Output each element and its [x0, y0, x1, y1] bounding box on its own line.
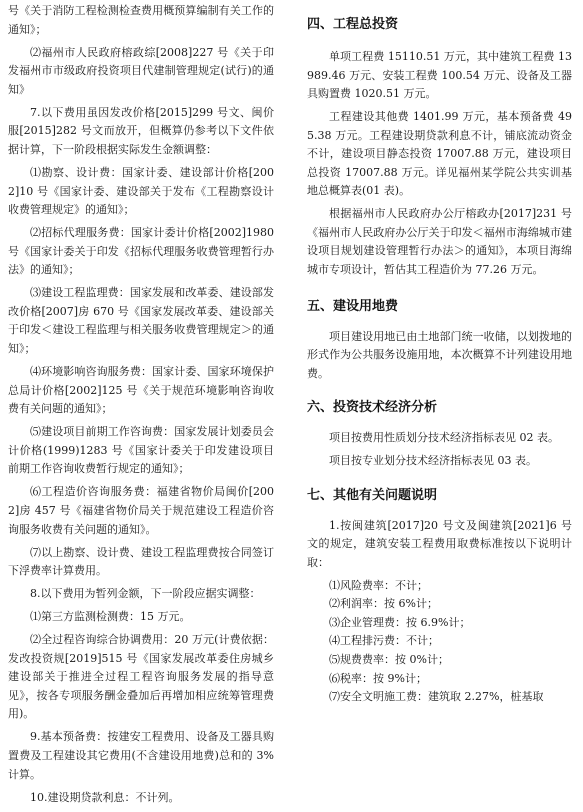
left-paragraph: 8.以下费用为暂列金额，下一阶段应据实调整： — [30, 587, 261, 601]
left-paragraph: ⑵福州市人民政府榕政综[2008]227 号《关于印发福州市市级政府投资项目代建制管理规定(试行)的通知》 — [8, 45, 274, 96]
left-paragraph: ⑵招标代理服务费：国家计委计价格[2002]1980 号《国家计委关于印发《招标代理服务收费管理暂行办法》的通知》； — [8, 226, 274, 277]
left-paragraph: 10.建设期贷款利息：不计列。 — [30, 790, 180, 804]
right-column — [307, 2, 572, 707]
left-paragraph: ⑺以上勘察、设计费、建设工程监理费按合同签订下浮费率计算费用。 — [8, 545, 274, 578]
left-paragraph: ⑵全过程咨询综合协调费用：20 万元(计费依据：发改投资规[2019]515 号《国家发展改革委住房城乡建设部关于推进全过程工程咨询服务发展的指导意见》，按各专项服务酬金叠加后再增加相应统筹管理费用)。 — [8, 633, 274, 721]
left-paragraph: 号《关于消防工程检测检查费用概预算编制有关工作的通知》； — [8, 4, 274, 36]
section-paragraph: 单项工程费 15110.51 万元，其中建筑工程费 13989.46 万元、安装工程费 100.54 万元、设备及工器具购置费 1020.51 万元。 — [307, 50, 572, 101]
section-heading-technical-analysis: 六、投资技术经济分析 — [307, 400, 438, 416]
left-paragraph: ⑸建设项目前期工作咨询费：国家发展计划委员会计价格(1999)1283 号《国家计委关于印发建设项目前期工作咨询收费暂行规定的通知》； — [8, 425, 274, 476]
list-item: ⑷工程排污费：不计； — [329, 634, 439, 648]
list-item: ⑵利润率：按 6%计； — [329, 597, 438, 611]
left-paragraph: ⑴勘察、设计费：国家计委、建设部计价格[2002]10 号《国家计委、建设部关于发布《工程勘察设计收费管理规定》的通知》； — [8, 165, 274, 217]
left-column — [8, 2, 274, 812]
list-item: ⑹税率：按 9%计； — [329, 671, 427, 685]
left-paragraph: ⑷环境影响咨询服务费：国家计委、国家环境保护总局计价格[2002]125 号《关于规范环境影响咨询收费有关问题的通知》； — [8, 365, 274, 416]
left-paragraph: 7.以下费用虽因发改价格[2015]299 号文、闽价服[2015]282 号文而放开，但概算仍参考以下文件依据计算，下一阶段根据实际发生金额调整： — [8, 105, 274, 156]
section-heading-other-notes: 七、其他有关问题说明 — [307, 487, 438, 503]
left-paragraph: ⑹工程造价咨询服务费：福建省物价局闽价[2002]房 457 号《福建省物价局关于规范建设工程造价咨询服务收费有关问题的通知》。 — [8, 485, 274, 536]
list-item: ⑴风险费率：不计； — [329, 578, 428, 592]
section-paragraph: 工程建设其他费 1401.99 万元，基本预备费 495.38 万元。工程建设期贷款利息不计，铺底流动资金不计，建设项目静态投资 17007.88 万元，建设项目总投资 17007.88 万元。详见福州某学院公共实训基地总概算表(01 表)。 — [307, 109, 572, 198]
left-paragraph: 9.基本预备费：按建安工程费用、设备及工器具购置费及工程建设其它费用(不含建设用地费)总和的 3%计算。 — [8, 730, 274, 781]
list-item: ⑸规费费率：按 0%计； — [329, 653, 449, 666]
section-paragraph: 项目按专业划分技术经济指标表见 03 表。 — [329, 454, 537, 468]
section-paragraph: 1.按闽建筑[2017]20 号文及闽建筑[2021]6 号文的规定，建筑安装工程费用取费标准按以下说明计取： — [307, 518, 572, 569]
section-paragraph: 项目建设用地已由土地部门统一收储，以划拨地的形式作为公共服务设施用地，本次概算不计列建设用地费。 — [307, 329, 572, 380]
left-paragraph: ⑴第三方监测检测费：15 万元。 — [30, 610, 191, 624]
section-paragraph: 项目按费用性质划分技术经济指标表见 02 表。 — [329, 431, 559, 445]
section-paragraph: 根据福州市人民政府办公厅榕政办[2017]231 号《福州市人民政府办公厅关于印发＜福州市海绵城市建设项目规划建设管理暂行办法＞的通知》，本项目海绵城市专项设计，暂估其工程造价为 77.26 万元。 — [307, 207, 572, 276]
left-paragraph: ⑶建设工程监理费：国家发展和改革委、建设部发改价格[2007]房 670 号《国家发展改革委、建设部关于印发＜建设工程监理与相关服务收费管理规定＞的通知》； — [8, 286, 274, 356]
list-item: ⑺安全文明施工费：建筑取 2.27%，桩基取 — [329, 690, 544, 704]
list-item: ⑶企业管理费：按 6.9%计； — [329, 615, 471, 629]
section-heading-investment: 四、工程总投资 — [307, 17, 399, 32]
section-heading-land-cost: 五、建设用地费 — [307, 298, 399, 314]
